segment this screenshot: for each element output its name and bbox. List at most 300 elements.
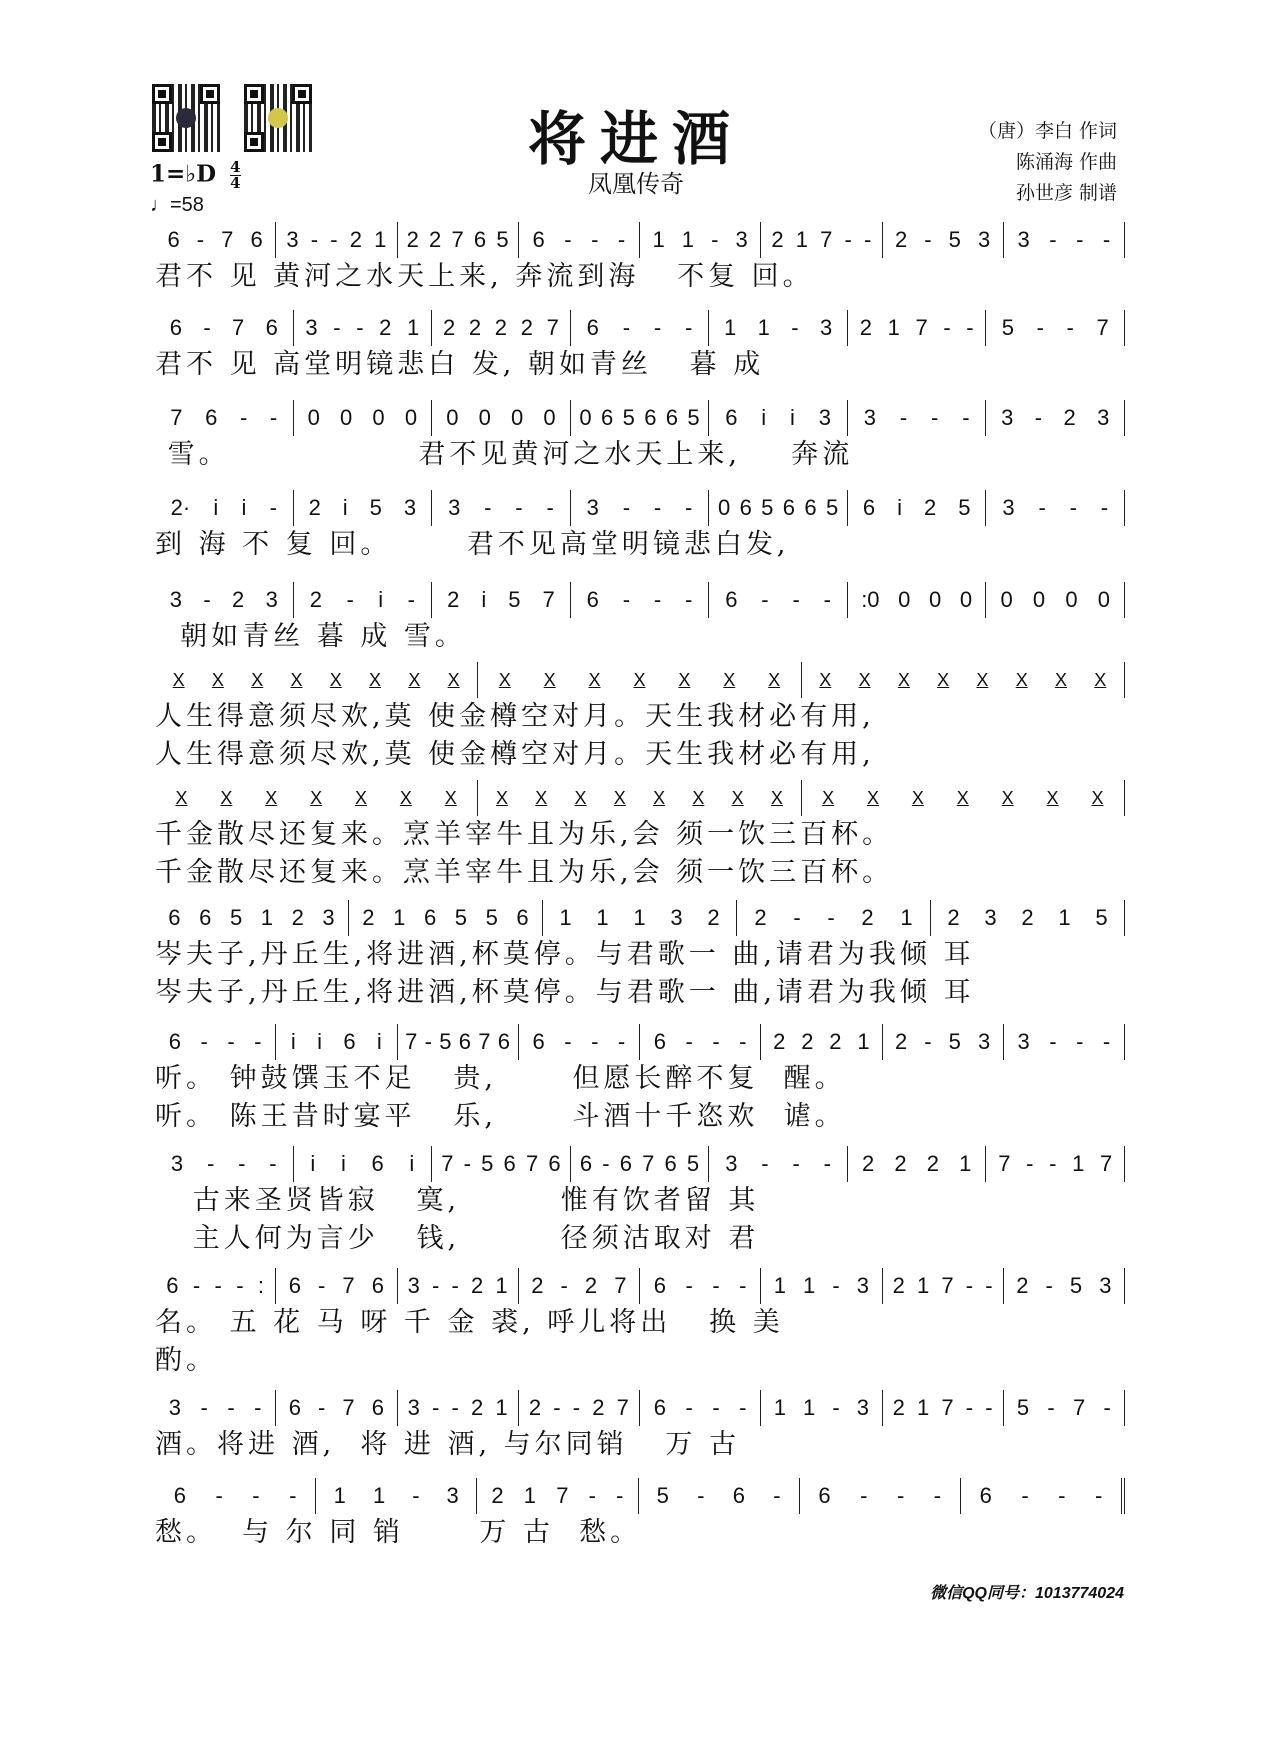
measure xyxy=(276,1024,397,1060)
note: 6 xyxy=(250,227,263,252)
note: - xyxy=(269,495,277,520)
note: 2 xyxy=(291,905,304,930)
measure xyxy=(155,1024,276,1060)
note: - xyxy=(965,1273,974,1298)
note: - xyxy=(1038,495,1046,520)
note: - xyxy=(1100,495,1109,520)
note: - xyxy=(564,1029,572,1054)
note: X xyxy=(211,669,224,690)
note: - xyxy=(943,315,951,340)
note: 0 xyxy=(446,405,459,430)
note: X xyxy=(911,787,924,808)
note: 5 xyxy=(686,1151,700,1176)
note: 7 xyxy=(342,1395,355,1420)
measure xyxy=(432,490,571,526)
note: 0 xyxy=(959,587,973,612)
note: 5 xyxy=(1001,315,1015,340)
note: 5 xyxy=(958,495,971,520)
note: - xyxy=(238,1151,246,1176)
measure xyxy=(883,222,1004,258)
score-line xyxy=(155,1478,1125,1552)
measure xyxy=(519,1024,640,1060)
note: 6 xyxy=(782,495,796,520)
note: X xyxy=(543,669,556,690)
measure xyxy=(1004,222,1125,258)
measure xyxy=(800,1478,961,1514)
note: 1 xyxy=(773,1273,787,1298)
measure xyxy=(761,1390,882,1426)
note: - xyxy=(697,1483,705,1508)
note: - xyxy=(966,315,974,340)
note: 7 xyxy=(941,1395,954,1420)
lyrics-row: 千金散尽还复来。烹羊宰牛且为乐,会 须一饮三百杯。 xyxy=(155,857,894,888)
note: - xyxy=(832,1395,840,1420)
measure xyxy=(294,310,433,346)
note: 3 xyxy=(265,587,278,612)
measure xyxy=(848,400,987,436)
note: 0 xyxy=(307,405,320,430)
note: - xyxy=(412,1483,420,1508)
note: - xyxy=(346,587,354,612)
note: 6 xyxy=(725,405,738,430)
note: 2 xyxy=(829,1029,842,1054)
note: 2 xyxy=(362,905,375,930)
score-line xyxy=(155,1024,1125,1136)
note: 1 xyxy=(1072,1151,1085,1176)
note: - xyxy=(1069,495,1077,520)
note: 1 xyxy=(393,905,406,930)
note: 1 xyxy=(372,1483,386,1508)
note: - xyxy=(622,495,631,520)
note: - xyxy=(254,1395,262,1420)
note: 6 xyxy=(497,1029,511,1054)
note: 7 xyxy=(542,587,555,612)
note: - xyxy=(712,1395,720,1420)
note: 3 xyxy=(818,405,831,430)
measure xyxy=(639,1478,800,1514)
lyrics-row: 千金散尽还复来。烹羊宰牛且为乐,会 须一饮三百杯。 xyxy=(155,819,894,850)
note: 6 xyxy=(532,1029,545,1054)
note: 7 xyxy=(642,1151,655,1176)
note: X xyxy=(290,669,303,690)
measure xyxy=(519,1268,640,1304)
notation-row xyxy=(155,780,1125,816)
note: 3 xyxy=(725,1151,738,1176)
note: X xyxy=(535,787,548,808)
note: 2 xyxy=(468,315,482,340)
note: 6 xyxy=(579,1151,593,1176)
note: i xyxy=(290,1029,296,1054)
note: 7 xyxy=(221,227,234,252)
note: - xyxy=(844,227,852,252)
measure xyxy=(883,1024,1004,1060)
lyrics-row: 君不 见 高堂明镜悲白 发, 朝如青丝 暮 成 xyxy=(155,349,765,380)
note: i xyxy=(789,405,795,430)
measure xyxy=(432,582,571,618)
notation-row xyxy=(155,490,1125,526)
time-signature: $\frac{4}{4}$ xyxy=(230,158,241,192)
measure xyxy=(155,310,294,346)
note: 2 xyxy=(894,1151,907,1176)
note: X xyxy=(310,787,323,808)
note: - xyxy=(192,1273,201,1298)
note: 5 xyxy=(439,1029,452,1054)
note: - xyxy=(546,495,554,520)
lyrics-row: 到 海 不 复 回。 君不见高堂明镜悲白发, xyxy=(155,529,790,560)
measure xyxy=(478,780,801,816)
note: 6 xyxy=(664,1151,677,1176)
note: i xyxy=(213,495,219,520)
note: 3 xyxy=(322,905,335,930)
note: 1 xyxy=(559,905,572,930)
note: X xyxy=(574,787,587,808)
note: 3 xyxy=(977,1029,991,1054)
note: X xyxy=(819,669,832,690)
note: 2 xyxy=(926,1151,939,1176)
note: - xyxy=(832,1273,840,1298)
note: - xyxy=(239,405,248,430)
note: 0 xyxy=(372,405,385,430)
note: X xyxy=(329,669,342,690)
measure xyxy=(294,400,433,436)
note: 7 xyxy=(998,1151,1011,1176)
note: 3 xyxy=(170,1151,184,1176)
score-line xyxy=(155,222,1125,296)
lyrics-row: 名。 五 花 马 呀 千 金 裘, 呼儿将出 换 美 xyxy=(155,1307,784,1338)
note: 2 xyxy=(491,1483,504,1508)
note: X xyxy=(858,669,871,690)
note: - xyxy=(1021,1483,1029,1508)
note: X xyxy=(1015,669,1028,690)
note: i xyxy=(376,1029,382,1054)
measure xyxy=(986,582,1125,618)
note: X xyxy=(768,669,781,690)
note: 0 xyxy=(1032,587,1046,612)
note: i xyxy=(378,587,384,612)
note: 7 xyxy=(616,1395,629,1420)
note: 2 xyxy=(895,1029,908,1054)
note: - xyxy=(591,1029,599,1054)
note: 3 xyxy=(1017,1029,1030,1054)
note: - xyxy=(924,1029,932,1054)
note: - xyxy=(860,1483,868,1508)
measure xyxy=(883,1268,1004,1304)
measure xyxy=(571,582,710,618)
note: 0 xyxy=(1097,587,1110,612)
lyrics-row: 酒。将进 酒, 将 进 酒, 与尔同销 万 古 xyxy=(155,1429,740,1460)
note: 3 xyxy=(863,405,877,430)
note: 2 xyxy=(309,587,323,612)
note: - xyxy=(318,1395,326,1420)
note: - xyxy=(431,1395,440,1420)
score-line xyxy=(155,400,1125,474)
note: - xyxy=(896,1483,905,1508)
note: X xyxy=(265,787,278,808)
note: 5 xyxy=(454,905,468,930)
note: - xyxy=(899,405,908,430)
note: - xyxy=(1049,1029,1057,1054)
note: 3 xyxy=(586,495,599,520)
note: 6 xyxy=(371,1395,384,1420)
note: - xyxy=(685,1029,693,1054)
lyrics-row: 人生得意须尽欢,莫 使金樽空对月。天生我材必有用, xyxy=(155,739,875,770)
notation-row xyxy=(155,1146,1125,1182)
note: - xyxy=(685,495,693,520)
measure xyxy=(155,1390,276,1426)
measure xyxy=(155,222,276,258)
measure xyxy=(349,900,543,936)
note: 6 xyxy=(423,905,437,930)
note: - xyxy=(1036,315,1044,340)
measure xyxy=(802,780,1125,816)
note: 2 xyxy=(470,1395,484,1420)
note: 7 xyxy=(441,1151,454,1176)
note: 5 xyxy=(825,495,839,520)
note: 1 xyxy=(495,1273,508,1298)
lyrics-row: 听。 陈王昔时宴平 乐, 斗酒十千恣欢 谑。 xyxy=(155,1101,846,1132)
note: - xyxy=(622,315,631,340)
note: 2 xyxy=(861,905,874,930)
note: X xyxy=(175,787,188,808)
note: - xyxy=(739,1273,747,1298)
measure xyxy=(1004,1024,1125,1060)
measure xyxy=(986,1146,1125,1182)
note: 3 xyxy=(856,1395,869,1420)
song-title: 将进酒 xyxy=(527,105,744,173)
note: 6 xyxy=(503,1151,516,1176)
note: - xyxy=(827,905,835,930)
measure xyxy=(931,900,1125,936)
note: 6 xyxy=(516,905,529,930)
measure xyxy=(477,1478,638,1514)
note: - xyxy=(1076,1029,1084,1054)
note: - xyxy=(711,227,719,252)
note: 2 xyxy=(771,227,784,252)
note: - xyxy=(200,1395,208,1420)
note: 6 xyxy=(288,1395,302,1420)
note: X xyxy=(444,787,457,808)
note: - xyxy=(236,1273,244,1298)
note: 3 xyxy=(1097,405,1110,430)
note: - xyxy=(333,315,341,340)
note: i xyxy=(317,1029,323,1054)
measure xyxy=(155,490,294,526)
note: :0 xyxy=(861,587,880,612)
note: 1 xyxy=(916,1395,930,1420)
note: - xyxy=(924,227,932,252)
note: - xyxy=(206,1151,215,1176)
note: 3 xyxy=(446,1483,459,1508)
contact-footer: 微信QQ同号：1013774024 xyxy=(930,1585,1124,1602)
note: X xyxy=(633,669,646,690)
measure xyxy=(398,1390,519,1426)
measure xyxy=(640,1024,761,1060)
note: 2 xyxy=(528,1395,542,1420)
note: 2 xyxy=(584,1273,598,1298)
note: 5 xyxy=(1069,1273,1083,1298)
note: - xyxy=(463,1151,471,1176)
note: - xyxy=(196,227,205,252)
note: 0 xyxy=(1000,587,1013,612)
note: X xyxy=(731,787,744,808)
note: - xyxy=(823,1151,831,1176)
note: 3 xyxy=(305,315,318,340)
note: 6 xyxy=(166,1273,179,1298)
measure xyxy=(155,400,294,436)
note: - xyxy=(1045,1273,1053,1298)
note: 6 xyxy=(979,1483,992,1508)
note: 1 xyxy=(596,905,609,930)
note: 3 xyxy=(977,227,991,252)
note: 2 xyxy=(895,227,908,252)
note: 1 xyxy=(333,1483,346,1508)
note: 6 xyxy=(586,587,599,612)
measure xyxy=(571,490,710,526)
measure xyxy=(961,1478,1125,1514)
note: 2 xyxy=(592,1395,605,1420)
note: 6 xyxy=(343,1029,356,1054)
note: 6 xyxy=(665,405,679,430)
measure xyxy=(155,582,294,618)
lyrics-row: 岑夫子,丹丘生,将进酒,杯莫停。与君歌一 曲,请君为我倾 耳 xyxy=(155,977,975,1008)
measure xyxy=(709,582,848,618)
measure xyxy=(432,400,571,436)
note: 6 xyxy=(173,1483,186,1508)
note: 7 xyxy=(915,315,928,340)
note: - xyxy=(451,1273,459,1298)
note: 1 xyxy=(773,1395,787,1420)
note: 3 xyxy=(448,495,461,520)
measure xyxy=(294,490,433,526)
note: 5 xyxy=(1016,1395,1030,1420)
note: 2 xyxy=(923,495,937,520)
notation-row xyxy=(155,310,1125,346)
note: 6 xyxy=(862,495,876,520)
note: - xyxy=(985,1395,993,1420)
note: 1 xyxy=(1058,905,1071,930)
notation-row xyxy=(155,1478,1125,1514)
measure xyxy=(432,1146,571,1182)
note: 3 xyxy=(407,1273,420,1298)
note: 2 xyxy=(349,227,362,252)
note: 1 xyxy=(407,315,420,340)
measure xyxy=(883,1390,1004,1426)
measure xyxy=(1004,1390,1125,1426)
note: 5 xyxy=(948,1029,961,1054)
note: 2 xyxy=(1016,1273,1029,1298)
note: - xyxy=(215,1483,223,1508)
note: - xyxy=(761,1151,769,1176)
note: - xyxy=(330,227,338,252)
note: i xyxy=(481,587,487,612)
note: - xyxy=(269,1151,277,1176)
note: - xyxy=(685,315,693,340)
measure xyxy=(848,310,987,346)
note: 6 xyxy=(168,905,181,930)
note: 3 xyxy=(286,227,299,252)
tempo-marking: ♩=58 xyxy=(150,194,204,216)
note: - xyxy=(653,495,662,520)
note: - xyxy=(1102,227,1111,252)
note: 2 xyxy=(861,1151,875,1176)
note: 6 xyxy=(732,1483,745,1508)
notation-row xyxy=(155,582,1125,618)
note: 6 xyxy=(288,1273,302,1298)
measure xyxy=(640,1268,761,1304)
note: 6 xyxy=(739,495,752,520)
measure xyxy=(155,1268,276,1304)
lyrics-row: 君不 见 黄河之水天上来, 奔流到海 不复 回。 xyxy=(155,261,814,292)
measure xyxy=(276,1268,397,1304)
measure xyxy=(709,400,848,436)
score-line xyxy=(155,582,1125,656)
measure xyxy=(986,310,1125,346)
note: - xyxy=(617,1029,626,1054)
note: - xyxy=(823,587,831,612)
note: 7 xyxy=(556,1483,569,1508)
note: - xyxy=(616,1483,624,1508)
measure xyxy=(519,1390,640,1426)
note: X xyxy=(653,787,666,808)
measure xyxy=(543,900,737,936)
note: - xyxy=(792,1151,800,1176)
measure xyxy=(737,900,931,936)
note: 0 xyxy=(340,405,353,430)
note: - xyxy=(761,587,769,612)
note: - xyxy=(933,1483,942,1508)
note: 7 xyxy=(614,1273,627,1298)
measure xyxy=(276,222,397,258)
note: : xyxy=(257,1273,265,1298)
note: 3 xyxy=(1001,405,1014,430)
note: 3 xyxy=(168,1395,181,1420)
note: 6 xyxy=(371,1273,384,1298)
measure xyxy=(398,1268,519,1304)
note: 5 xyxy=(369,495,382,520)
note: - xyxy=(931,405,939,430)
note: - xyxy=(653,587,662,612)
note: - xyxy=(712,1273,720,1298)
note: - xyxy=(200,1029,208,1054)
measure xyxy=(398,1024,519,1060)
score-line xyxy=(155,662,1125,774)
note: X xyxy=(678,669,691,690)
measure xyxy=(848,1146,987,1182)
note: 1 xyxy=(652,227,665,252)
note: - xyxy=(553,1395,561,1420)
note: X xyxy=(408,669,421,690)
key-signature: 1=♭D $\frac{4}{4}$ xyxy=(150,158,241,192)
note: - xyxy=(252,1483,260,1508)
note: 7 xyxy=(1099,1151,1113,1176)
lyrics-row: 酌。 xyxy=(155,1345,217,1376)
note: X xyxy=(770,787,783,808)
note: 2· xyxy=(170,495,191,520)
note: - xyxy=(739,1395,747,1420)
note: - xyxy=(739,1029,747,1054)
note: 7 xyxy=(546,315,559,340)
measure xyxy=(398,222,519,258)
measure xyxy=(155,1146,294,1182)
note: X xyxy=(220,787,233,808)
note: 1 xyxy=(633,905,646,930)
note: X xyxy=(613,787,626,808)
note: 2 xyxy=(494,315,508,340)
note: X xyxy=(355,787,368,808)
measure xyxy=(571,310,710,346)
note: 6 xyxy=(169,315,182,340)
measure xyxy=(519,222,640,258)
